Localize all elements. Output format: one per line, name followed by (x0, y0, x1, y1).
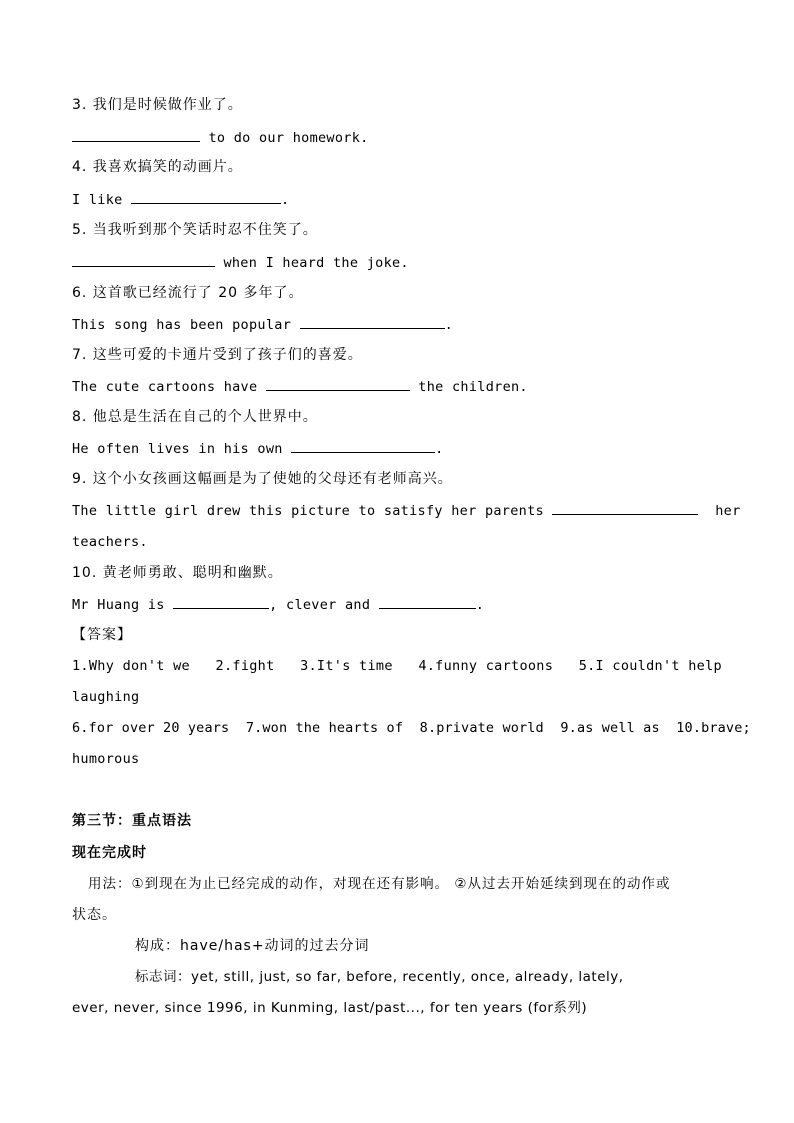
question-9-text: The little girl drew this picture to satisfy her parents (72, 503, 544, 519)
question-9-english-continued: teachers. (72, 534, 148, 550)
question-3-text: to do our homework. (208, 130, 369, 146)
question-3-english (72, 127, 369, 148)
question-3-chinese: 3. 我们是时候做作业了。 (72, 97, 243, 113)
question-5-text: when I heard the joke. (223, 255, 409, 271)
topic-title: 现在完成时 (72, 845, 147, 861)
question-10-chinese: 10. 黄老师勇敢、聪明和幽默。 (72, 565, 283, 581)
answer-blank (173, 594, 269, 609)
answers-line-4: humorous (72, 751, 140, 767)
question-8-end: . (435, 441, 444, 457)
question-10-end: . (475, 597, 485, 613)
answer-blank (291, 438, 435, 453)
question-7-chinese: 7. 这些可爱的卡通片受到了孩子们的喜爱。 (72, 347, 363, 363)
answer-1: 1.Why don't we (72, 658, 190, 674)
answer-blank (72, 252, 215, 267)
signal-words-line-2: ever, never, since 1996, in Kunming, last/past..., for ten years (for系列) (72, 1000, 588, 1016)
answer-blank (72, 127, 200, 142)
question-4-end: . (281, 192, 290, 208)
signal-words-line-1: 标志词：yet, still, just, so far, before, recently, once, already, lately, (135, 969, 624, 985)
answers-line-1 (72, 656, 722, 676)
answers-line-2: laughing (72, 689, 140, 705)
question-9-english (72, 500, 741, 521)
answer-blank (266, 376, 410, 391)
answer-blank (300, 314, 445, 329)
question-10-text: Mr Huang is (72, 597, 165, 613)
question-8-text: He often lives in his own (72, 441, 283, 457)
question-7-english (72, 376, 528, 397)
question-8-chinese: 8. 他总是生活在自己的个人世界中。 (72, 409, 318, 425)
question-10-english (72, 594, 484, 615)
question-4-chinese: 4. 我喜欢搞笑的动画片。 (72, 159, 243, 175)
question-6-end: . (444, 317, 453, 333)
question-7-text: The cute cartoons have (72, 379, 258, 395)
question-6-chinese: 6. 这首歌已经流行了 20 多年了。 (72, 285, 304, 301)
answer-4: 4.funny cartoons (418, 658, 554, 674)
answer-2: 2.fight (215, 658, 275, 674)
answer-blank (552, 500, 698, 515)
answer-blank (131, 189, 281, 204)
section-title: 第三节：重点语法 (72, 813, 192, 829)
question-10-middle: , clever and (269, 597, 371, 613)
question-7-end: the children. (418, 379, 528, 395)
usage-line-2: 状态。 (72, 907, 117, 923)
question-4-english (72, 189, 289, 210)
question-6-english (72, 314, 453, 335)
answers-line-3: 6.for over 20 years 7.won the hearts of 8.private world 9.as well as 10.brave; (72, 720, 751, 736)
question-9-chinese: 9. 这个小女孩画这幅画是为了使她的父母还有老师高兴。 (72, 471, 453, 487)
answer-blank (379, 594, 476, 609)
question-5-chinese: 5. 当我听到那个笑话时忍不住笑了。 (72, 222, 318, 238)
answer-5: 5.I couldn't help (578, 658, 722, 674)
question-5-english (72, 252, 409, 273)
usage-line-1: 用法：①到现在为止已经完成的动作，对现在还有影响。 ②从过去开始延续到现在的动作或 (88, 876, 671, 892)
answers-heading: 【答案】 (72, 627, 132, 643)
structure-line: 构成：have/has+动词的过去分词 (135, 938, 370, 954)
question-9-end: her (715, 503, 741, 519)
question-4-text: I like (72, 192, 123, 208)
answer-3: 3.It's time (300, 658, 393, 674)
question-6-text: This song has been popular (72, 317, 292, 333)
question-8-english (72, 438, 444, 459)
